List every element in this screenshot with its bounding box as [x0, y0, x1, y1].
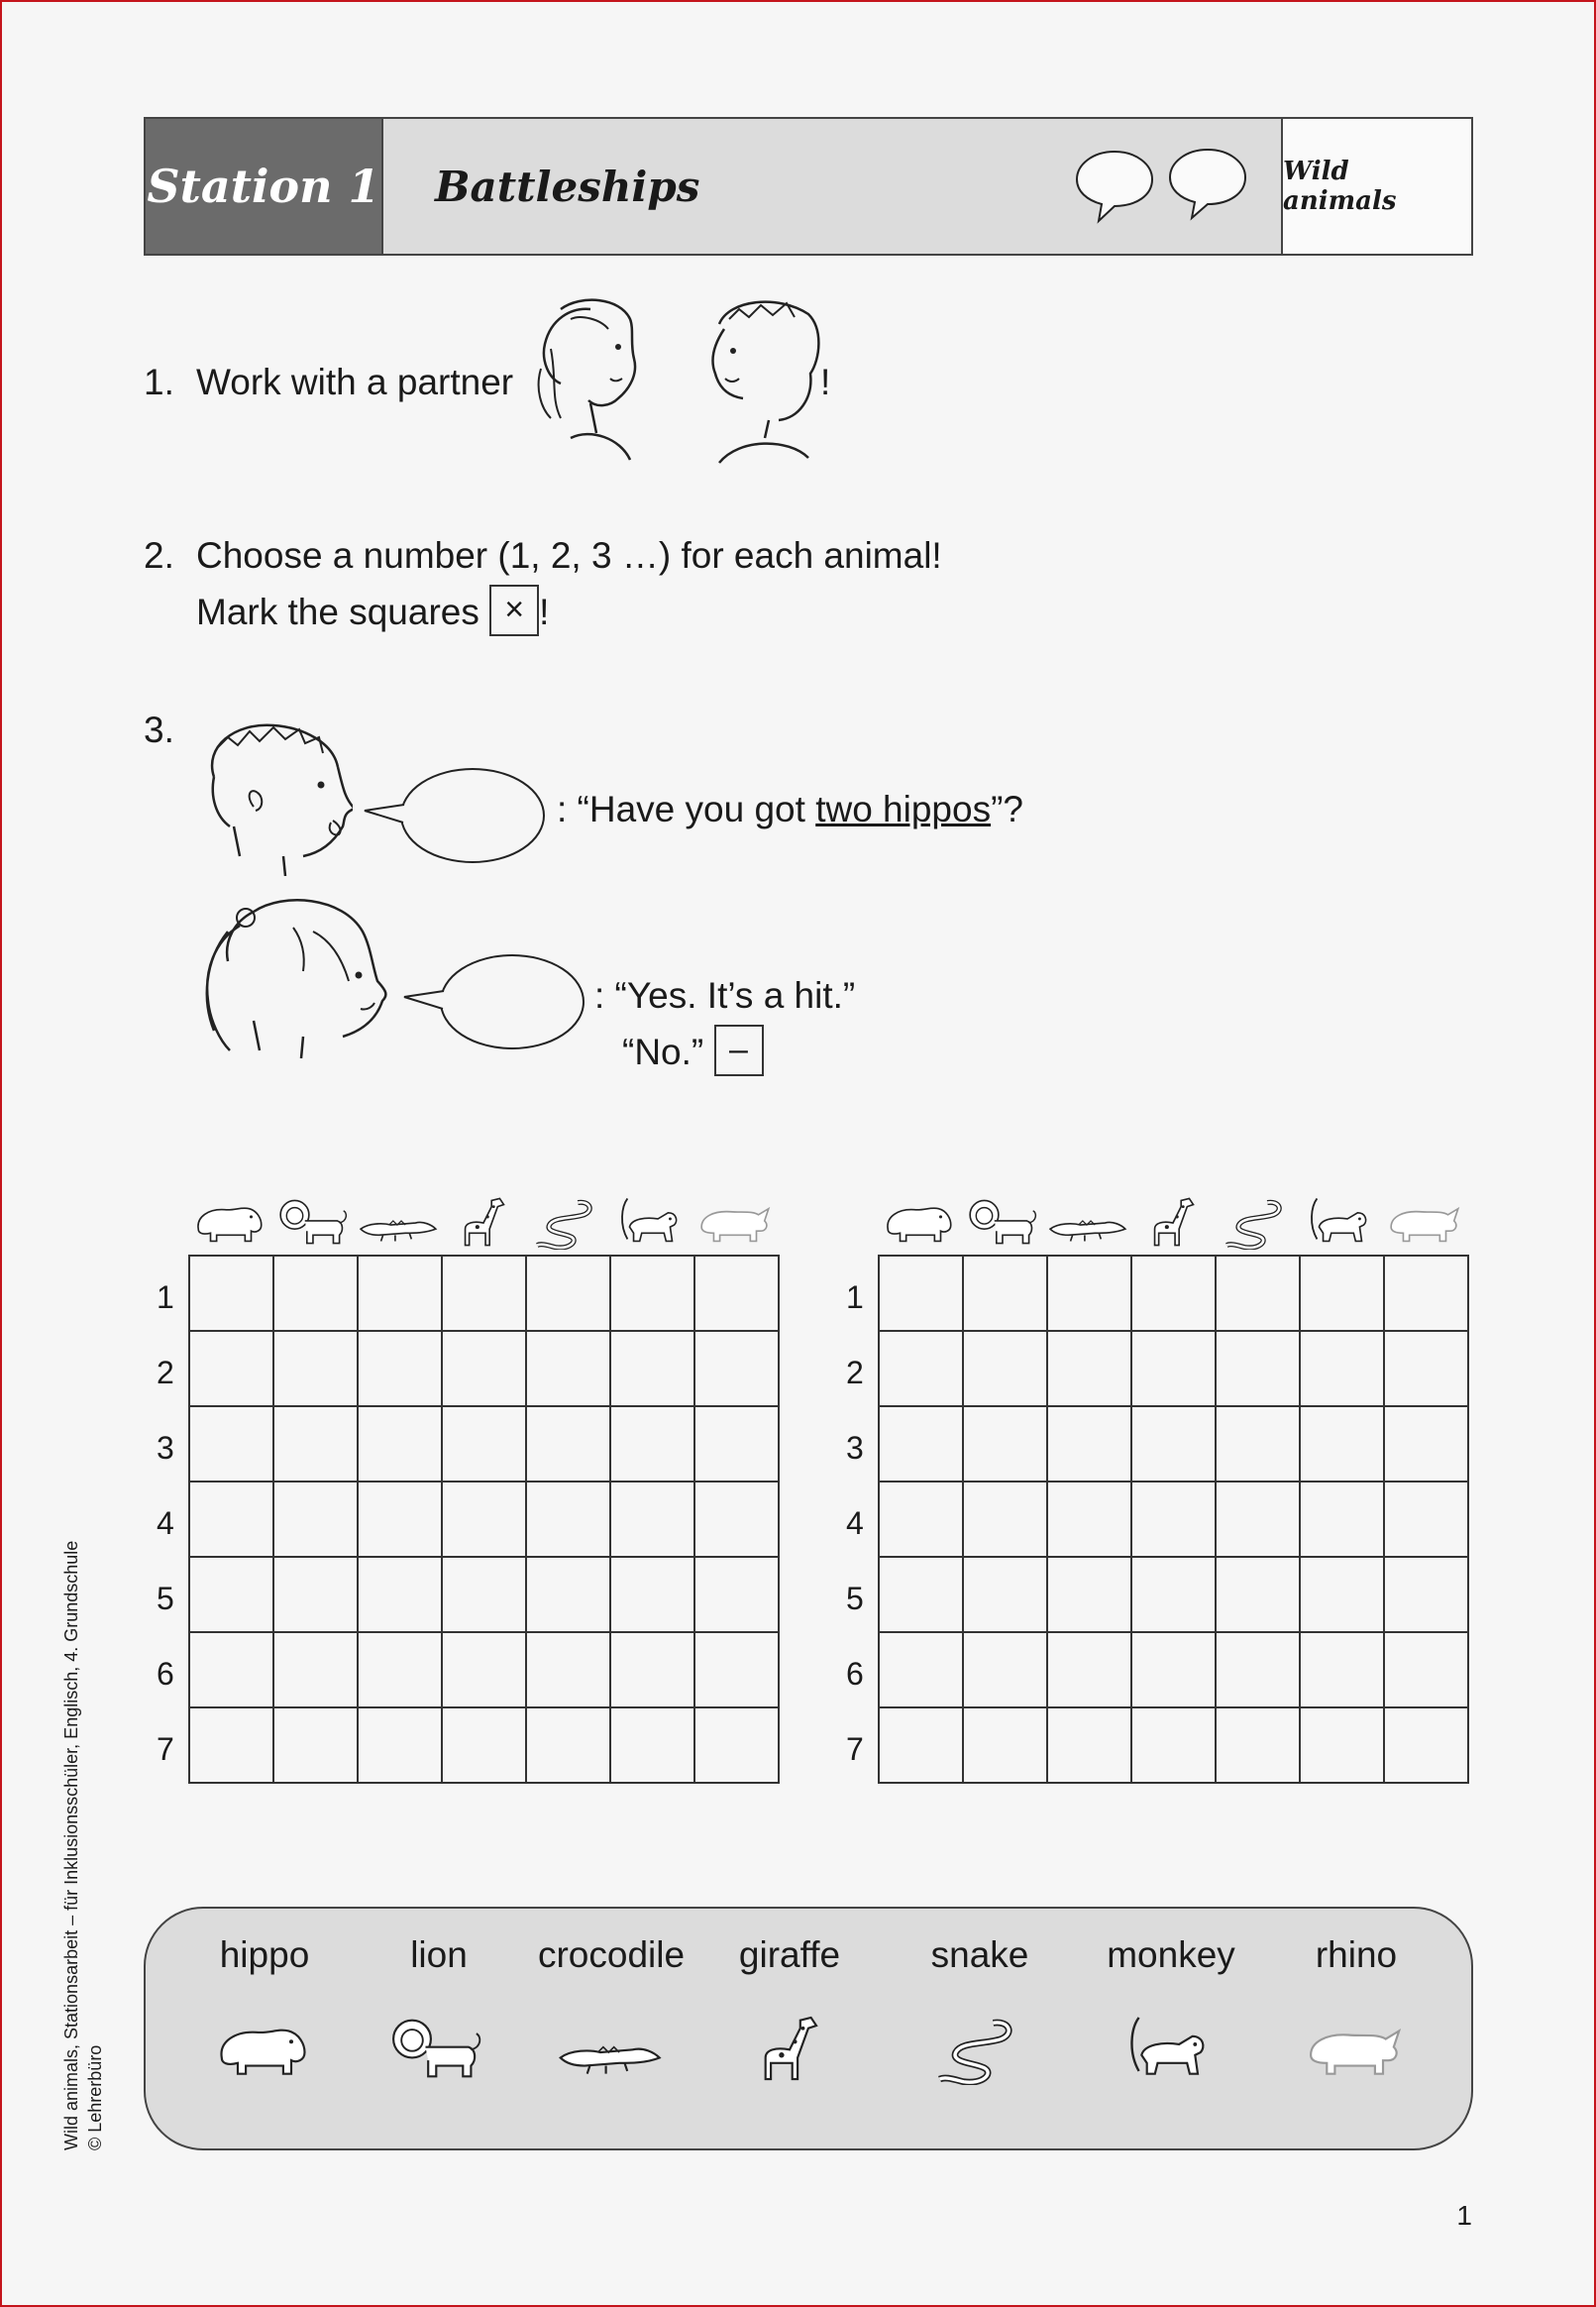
grid-row [879, 1632, 1468, 1707]
grid-row [189, 1707, 779, 1783]
speech-bubbles-icon [1075, 147, 1253, 230]
grid-cell[interactable] [1131, 1331, 1216, 1406]
grid-row-label: 5 [157, 1581, 174, 1616]
vocab-picture [558, 2012, 665, 2089]
grid-cell[interactable] [1047, 1256, 1131, 1331]
grid-cell[interactable] [1300, 1557, 1384, 1632]
grid-row-label: 2 [846, 1355, 864, 1390]
grid-right-row-labels [846, 1257, 864, 1784]
worksheet-title: Battleships [435, 162, 700, 211]
grid-cell[interactable] [879, 1557, 963, 1632]
grid-cell[interactable] [273, 1482, 358, 1557]
grid-cell[interactable] [526, 1482, 610, 1557]
grid-column-header [188, 1174, 272, 1250]
grid-cell[interactable] [1300, 1406, 1384, 1482]
grid-cell[interactable] [1216, 1331, 1300, 1406]
station-header [144, 117, 1473, 256]
vocab-word: monkey [1107, 1934, 1235, 1975]
grid-cell[interactable] [879, 1707, 963, 1783]
grid-cell[interactable] [442, 1557, 526, 1632]
grid-cell[interactable] [1216, 1406, 1300, 1482]
grid-cell[interactable] [1300, 1331, 1384, 1406]
grid-cell[interactable] [610, 1331, 694, 1406]
grid-cell[interactable] [273, 1256, 358, 1331]
grid-row-label: 7 [846, 1731, 864, 1767]
grid-cell[interactable] [273, 1406, 358, 1482]
vocab-picture [385, 2012, 492, 2089]
grid-cell[interactable] [694, 1406, 779, 1482]
grid-cell[interactable] [1300, 1632, 1384, 1707]
grid-row [879, 1256, 1468, 1331]
grid-cell[interactable] [610, 1406, 694, 1482]
hippo-icon [211, 2012, 318, 2085]
grid-cell[interactable] [879, 1406, 963, 1482]
grid-cell[interactable] [610, 1707, 694, 1783]
grid-column-header [1215, 1174, 1299, 1250]
grid-cell[interactable] [1384, 1557, 1468, 1632]
question-prefix: : “Have you got [557, 789, 816, 829]
vocab-word: crocodile [537, 1934, 686, 1975]
vocab-picture [1303, 2012, 1410, 2089]
grid-cell[interactable] [963, 1331, 1047, 1406]
station-label: Station 1 [146, 119, 383, 254]
title-band [383, 119, 1283, 254]
grid-cell[interactable] [1300, 1482, 1384, 1557]
grid-row [879, 1482, 1468, 1557]
grid-cell[interactable] [358, 1256, 442, 1331]
copyright-line-1: Wild animals, Stationsarbeit – für Inklusionsschüler, Englisch, 4. Grundschule [61, 1540, 81, 2150]
step-1-number: 1. [144, 362, 174, 402]
grid-cell[interactable] [442, 1406, 526, 1482]
grid-cell[interactable] [189, 1406, 273, 1482]
rhino-icon [1385, 1194, 1466, 1250]
grid-cell[interactable] [1131, 1406, 1216, 1482]
grid-cell[interactable] [526, 1331, 610, 1406]
grid-cell[interactable] [526, 1256, 610, 1331]
question-suffix: ”? [991, 789, 1023, 829]
grid-cell[interactable] [1216, 1557, 1300, 1632]
grid-cell[interactable] [189, 1557, 273, 1632]
grid-cell[interactable] [526, 1557, 610, 1632]
grid-cell[interactable] [963, 1557, 1047, 1632]
monkey-icon [611, 1194, 692, 1250]
vocab-word: hippo [219, 1934, 310, 1975]
rhino-icon [1303, 2012, 1410, 2085]
grid-row-label: 1 [846, 1279, 864, 1315]
grid-cell[interactable] [1047, 1406, 1131, 1482]
grid-cell[interactable] [694, 1632, 779, 1707]
monkey-icon [1301, 1194, 1382, 1250]
speech-bubble-icon [398, 951, 588, 1052]
grid-row-label: 4 [157, 1505, 174, 1541]
grid-row [879, 1406, 1468, 1482]
boy-face-icon [194, 717, 353, 876]
hippo-icon [190, 1194, 271, 1250]
grid-cell[interactable] [189, 1256, 273, 1331]
grid-row-label: 2 [157, 1355, 174, 1390]
lion-icon [385, 2012, 492, 2085]
crocodile-icon [558, 2012, 665, 2085]
grid-cell[interactable] [610, 1632, 694, 1707]
grid-row [879, 1557, 1468, 1632]
grid-cell[interactable] [1300, 1256, 1384, 1331]
grid-cell[interactable] [694, 1482, 779, 1557]
grid-column-header [1299, 1174, 1383, 1250]
rhino-icon [695, 1194, 777, 1250]
grid-cell[interactable] [1047, 1331, 1131, 1406]
vocab-picture [211, 2012, 318, 2089]
speech-bubble-icon [359, 765, 549, 866]
copyright-side-text [59, 1541, 107, 2150]
grid-row-label: 4 [846, 1505, 864, 1541]
grid-cell[interactable] [1300, 1707, 1384, 1783]
grid-row-label: 6 [157, 1656, 174, 1692]
grid-cell[interactable] [1216, 1632, 1300, 1707]
grid-cell[interactable] [442, 1707, 526, 1783]
grid-cell[interactable] [1047, 1482, 1131, 1557]
step-2-line-1: Choose a number (1, 2, 3 …) for each animal! [196, 535, 942, 576]
answer-no-text: “No.” [622, 1031, 704, 1072]
grid-cell[interactable] [963, 1707, 1047, 1783]
grid-cell[interactable] [189, 1482, 273, 1557]
grid-cell[interactable] [1384, 1482, 1468, 1557]
grid-cell[interactable] [442, 1482, 526, 1557]
grid-cell[interactable] [1131, 1632, 1216, 1707]
step-2-line-2 [196, 589, 549, 640]
grid-column-header [441, 1174, 525, 1250]
grid-cell[interactable] [963, 1406, 1047, 1482]
grid-cell[interactable] [189, 1632, 273, 1707]
grid-cell[interactable] [1216, 1256, 1300, 1331]
grid-cell[interactable] [189, 1707, 273, 1783]
grid-cell[interactable] [273, 1331, 358, 1406]
grid-row [189, 1482, 779, 1557]
grid-cell[interactable] [963, 1482, 1047, 1557]
grid-row-label: 3 [157, 1430, 174, 1466]
grid-cell[interactable] [1131, 1256, 1216, 1331]
grid-cell[interactable] [879, 1331, 963, 1406]
grid-cell[interactable] [610, 1482, 694, 1557]
grid-left-row-labels [157, 1257, 174, 1784]
grid-cell[interactable] [1131, 1482, 1216, 1557]
grid-cell[interactable] [526, 1406, 610, 1482]
grid-cell[interactable] [273, 1707, 358, 1783]
grid-column-header [357, 1174, 441, 1250]
grid-cell[interactable] [1047, 1632, 1131, 1707]
snake-icon [527, 1194, 608, 1250]
grid-cell[interactable] [610, 1557, 694, 1632]
grid-cell[interactable] [610, 1256, 694, 1331]
grid-cell[interactable] [273, 1632, 358, 1707]
step-2-number: 2. [144, 535, 174, 576]
grid-cell[interactable] [1384, 1707, 1468, 1783]
lion-icon [964, 1194, 1045, 1250]
grid-cell[interactable] [879, 1482, 963, 1557]
grid-cell[interactable] [358, 1707, 442, 1783]
grid-column-header [272, 1174, 357, 1250]
grid-cell[interactable] [1384, 1406, 1468, 1482]
grid-cell[interactable] [694, 1557, 779, 1632]
monkey-icon [1117, 2012, 1224, 2085]
grid-cell[interactable] [963, 1256, 1047, 1331]
grid-cell[interactable] [879, 1256, 963, 1331]
girl-face-icon [194, 892, 402, 1058]
grid-cell[interactable] [1047, 1707, 1131, 1783]
snake-icon [1217, 1194, 1298, 1250]
grid-column-header [1046, 1174, 1130, 1250]
copyright-line-2: © Lehrerbüro [85, 2044, 105, 2150]
grid-cell[interactable] [694, 1331, 779, 1406]
grid-cell[interactable] [358, 1331, 442, 1406]
snake-icon [926, 2012, 1033, 2085]
giraffe-icon [1132, 1194, 1214, 1250]
grid-cell[interactable] [1216, 1707, 1300, 1783]
grid-cell[interactable] [1131, 1707, 1216, 1783]
grid-left-animal-row [188, 1174, 778, 1250]
grid-cell[interactable] [526, 1632, 610, 1707]
grid-cell[interactable] [694, 1707, 779, 1783]
vocab-picture [1117, 2012, 1224, 2089]
hippo-icon [880, 1194, 961, 1250]
grid-cell[interactable] [1384, 1331, 1468, 1406]
vocab-word: snake [930, 1934, 1029, 1975]
page-number: 1 [1456, 2200, 1472, 2231]
grid-row-label: 1 [157, 1279, 174, 1315]
step-1-end: ! [820, 362, 831, 402]
giraffe-icon [736, 2012, 843, 2085]
grid-row-label: 6 [846, 1656, 864, 1692]
grid-cell[interactable] [358, 1632, 442, 1707]
grid-column-header [962, 1174, 1046, 1250]
vocab-picture [926, 2012, 1033, 2089]
grid-cell[interactable] [1047, 1557, 1131, 1632]
question-highlight: two hippos [815, 789, 992, 829]
grid-right-animal-row [878, 1174, 1467, 1250]
grid-cell[interactable] [694, 1256, 779, 1331]
battleship-grid-right [878, 1255, 1469, 1784]
grid-row [189, 1557, 779, 1632]
grid-cell[interactable] [963, 1632, 1047, 1707]
crocodile-icon [359, 1194, 440, 1250]
grid-row [189, 1256, 779, 1331]
grid-row [879, 1331, 1468, 1406]
vocab-picture [736, 2012, 843, 2089]
grid-cell[interactable] [879, 1632, 963, 1707]
grid-cell[interactable] [273, 1557, 358, 1632]
giraffe-icon [443, 1194, 524, 1250]
grid-column-header [609, 1174, 693, 1250]
grid-cell[interactable] [189, 1331, 273, 1406]
grid-cell[interactable] [1131, 1557, 1216, 1632]
grid-cell[interactable] [442, 1256, 526, 1331]
grid-column-header [693, 1174, 778, 1250]
grid-row [189, 1406, 779, 1482]
crocodile-icon [1048, 1194, 1129, 1250]
two-children-icon [531, 289, 831, 466]
vocab-word: giraffe [738, 1934, 841, 1975]
grid-cell[interactable] [1384, 1632, 1468, 1707]
grid-cell[interactable] [442, 1632, 526, 1707]
grid-row [879, 1707, 1468, 1783]
grid-cell[interactable] [526, 1707, 610, 1783]
grid-column-header [878, 1174, 962, 1250]
grid-cell[interactable] [1216, 1482, 1300, 1557]
step-3-number: 3. [144, 710, 174, 750]
miss-mark-box: – [714, 1025, 764, 1076]
step-2-end: ! [539, 591, 550, 632]
grid-cell[interactable] [1384, 1256, 1468, 1331]
grid-cell[interactable] [442, 1331, 526, 1406]
battleship-grid-left [188, 1255, 780, 1784]
topic-label: Wild animals [1283, 119, 1471, 254]
grid-row-label: 3 [846, 1430, 864, 1466]
grid-row-label: 7 [157, 1731, 174, 1767]
step-3-answer-no [622, 1029, 764, 1080]
vocab-word: lion [410, 1934, 468, 1975]
grid-row-label: 5 [846, 1581, 864, 1616]
grid-row [189, 1331, 779, 1406]
grid-cell[interactable] [358, 1482, 442, 1557]
grid-column-header [525, 1174, 609, 1250]
lion-icon [274, 1194, 356, 1250]
vocabulary-panel [144, 1907, 1473, 2150]
grid-cell[interactable] [358, 1557, 442, 1632]
grid-row [189, 1632, 779, 1707]
step-2-text: Mark the squares [196, 591, 479, 632]
grid-column-header [1130, 1174, 1215, 1250]
step-3-question [557, 789, 1023, 830]
vocab-word: rhino [1315, 1934, 1398, 1975]
step-3-answer-yes: : “Yes. It’s a hit.” [594, 975, 856, 1016]
step-1-text: Work with a partner [196, 362, 514, 402]
grid-cell[interactable] [358, 1406, 442, 1482]
grid-column-header [1383, 1174, 1467, 1250]
cross-mark-box: × [489, 585, 539, 636]
